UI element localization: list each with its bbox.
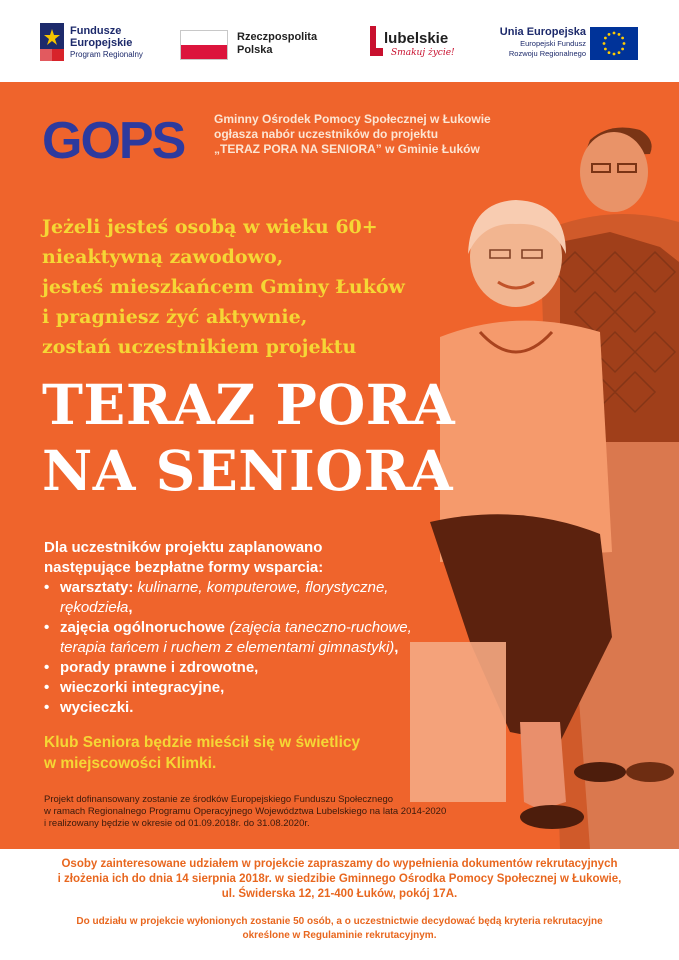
recruitment-line-3: ul. Świderska 12, 21-400 Łuków, pokój 17A. [221,888,458,900]
intro-line-2: ogłasza nabór uczestników do projektu [214,127,439,141]
lubelskie-logo [367,24,457,64]
support-intro-2: następujące bezpłatne formy wsparcia: [44,559,324,576]
support-list [44,578,464,718]
lubelskie-label: lubelskie [384,30,449,47]
unia-europejska-label: Unia Europejska [499,26,586,38]
zajecia-end: , [394,639,399,656]
zajecia-detail: (zajęcia taneczno-ruchowe, [229,619,412,636]
funding-line-3: i realizowany będzie w okresie od 01.09.2018r. do 31.08.2020r. [44,818,310,829]
warsztaty-detail: kulinarne, komputerowe, florystyczne, [137,579,389,596]
logo-bar [0,0,679,82]
recruitment-info [0,857,679,902]
eu-flag-icon [590,27,638,60]
efrr-line1: Europejski Fundusz [520,39,586,48]
zajecia-detail-2: terapia tańcem i ruchem z elementami gimnastyki) [60,639,395,656]
list-item-wycieczki: • wycieczki. [44,698,464,718]
klub-seniora-info [44,732,360,774]
selection-info [0,915,679,943]
klub-line-1: Klub Seniora będzie mieścił się w świetlicy [44,734,361,751]
warsztaty-end: , [128,599,133,616]
list-item-wieczorki: • wieczorki integracyjne, [44,678,464,698]
support-section [44,538,464,718]
funding-line-2: w ramach Regionalnego Programu Operacyjnego Województwa Lubelskiego na lata 2014-2020 [44,806,447,817]
headline-line: i pragniesz żyć aktywnie, [42,306,308,328]
list-item-warsztaty [44,578,464,618]
gops-logo [42,112,207,164]
poster [0,82,679,849]
project-title-line-2: NA SENIORA [42,438,454,503]
program-regionalny-label: Program Regionalny [70,50,143,59]
klub-line-2: w miejscowości Klimki. [44,755,217,772]
selection-line-1: Do udziału w projekcie wyłonionych zostanie 50 osób, a o uczestnictwie decydować będą kryteria rekrutacyjne [76,916,603,927]
rzeczpospolita-label: Rzeczpospolita [237,31,318,43]
funding-note [44,794,446,830]
headline [42,212,405,362]
list-item-porady: • porady prawne i zdrowotne, [44,658,464,678]
europejskie-label: Europejskie [70,37,133,49]
project-title [42,372,455,504]
headline-line: Jeżeli jesteś osobą w wieku 60+ [42,216,378,238]
polska-label: Polska [237,44,273,56]
fundusze-label: Fundusze [70,25,122,37]
recruitment-line-1: Osoby zainteresowane udziałem w projekcie zapraszamy do wypełnienia dokumentów rekrutacyjnych [61,858,618,870]
fundusze-europejskie-icon [40,23,64,61]
lubelskie-tagline: Smakuj życie! [391,48,455,58]
list-item-zajecia [44,618,464,658]
fundusze-europejskie-logo [40,21,170,65]
unia-europejska-logo [490,26,642,66]
support-intro-1: Dla uczestników projektu zaplanowano [44,539,323,556]
headline-line: zostań uczestnikiem projektu [42,336,357,358]
poland-flag-icon [180,30,228,60]
zajecia-label: zajęcia ogólnoruchowe [60,619,230,636]
gops-announcement [214,112,544,157]
intro-line-1: Gminny Ośrodek Pomocy Społecznej w Łukowie [214,112,491,126]
selection-line-2: określone w Regulaminie rekrutacyjnym. [242,930,437,941]
funding-line-1: Projekt dofinansowany zostanie ze środków Europejskiego Funduszu Społecznego [44,794,394,805]
intro-line-3: „TERAZ PORA NA SENIORA” w Gminie Łuków [214,142,480,156]
project-title-line-1: TERAZ PORA [42,372,456,437]
headline-line: nieaktywną zawodowo, [42,246,284,268]
efrr-line2: Rozwoju Regionalnego [508,49,586,58]
gops-logo-text: GOPS [42,112,185,164]
lubelskie-l-icon [367,26,383,56]
warsztaty-label: warsztaty: [60,579,138,596]
recruitment-line-2: i złożenia ich do dnia 14 sierpnia 2018r. w siedzibie Gminnego Ośrodka Pomocy Społecznej w Łukowie, [57,873,622,885]
warsztaty-detail-2: rękodzieła [60,599,129,616]
headline-line: jesteś mieszkańcem Gminy Łuków [42,276,405,298]
rzeczpospolita-polska-logo [180,28,330,64]
footer [0,849,679,960]
